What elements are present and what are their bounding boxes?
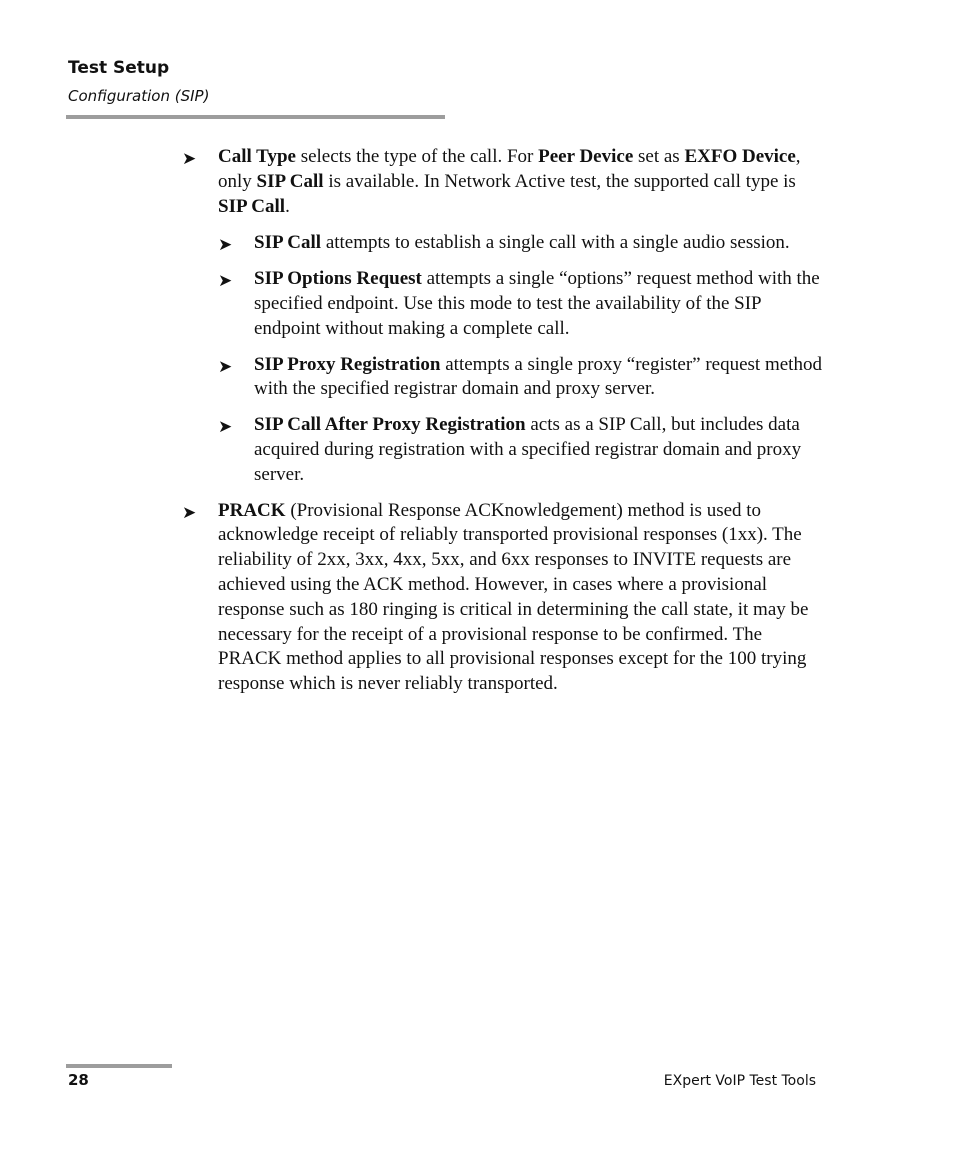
- option-term: SIP Proxy Registration: [254, 353, 441, 375]
- option-desc: acts as a SIP Call, but includes data acquired during registration with a specified registrar domain and proxy server.: [254, 414, 802, 485]
- option-desc: attempts to establish a single call with a single audio session.: [321, 232, 790, 254]
- option-term: SIP Options Request: [254, 268, 422, 290]
- list-item: [218, 413, 822, 487]
- bullet-arrow-icon: ➤: [218, 235, 233, 256]
- call-type-options-list: [218, 231, 822, 487]
- term-exfo-device: EXFO Device: [684, 146, 796, 167]
- option-term: SIP Call: [254, 232, 322, 254]
- bullet-arrow-icon: ➤: [218, 417, 233, 438]
- bullet-arrow-icon: ➤: [182, 149, 197, 169]
- option-desc: attempts a single proxy “register” request method with the specified registrar domain and proxy server.: [254, 353, 822, 400]
- bullet-arrow-icon: ➤: [218, 356, 233, 377]
- term-sip-call: SIP Call: [256, 170, 324, 192]
- term-call-type: Call Type: [218, 146, 296, 167]
- term-peer-device: Peer Device: [538, 146, 634, 167]
- document-title: EXpert VoIP Test Tools: [663, 1073, 816, 1089]
- prack-desc: (Provisional Response ACKnowledgement) method is used to acknowledge receipt of reliably transported provisional responses (1xx). The reliability of 2xx, 3xx, 4xx, 5xx, and 6xx responses to INVITE requests are achieved using the ACK method. However, in cases where a provisional response such as 180 ringing is critical in determining the call state, it may be necessary for the receipt of a provisional response to be confirmed. The PRACK method applies to all provisional responses except for the 100 trying response which is never reliably transported.: [218, 499, 809, 695]
- document-body: [182, 145, 822, 708]
- term-prack: PRACK: [218, 499, 286, 521]
- footer-divider: [66, 1064, 172, 1068]
- list-item: [218, 231, 822, 256]
- header-divider: [66, 115, 445, 119]
- list-item: [218, 267, 822, 341]
- term-sip-call-2: SIP Call: [218, 195, 286, 217]
- option-desc: attempts a single “options” request method with the specified endpoint. Use this mode to test the availability of the SIP endpoint without making a complete call.: [254, 268, 820, 339]
- page-section-title: Test Setup: [68, 58, 170, 78]
- bullet-arrow-icon: ➤: [218, 271, 233, 292]
- page-number: 28: [68, 1071, 89, 1089]
- bullet-call-type: [182, 145, 822, 488]
- option-term: SIP Call After Proxy Registration: [254, 414, 526, 436]
- call-type-text: Call Type selects the type of the call. For Peer Device set as EXFO Device, only SIP Call is available. In Network Active test, the supported call type is SIP Call.: [218, 146, 801, 217]
- bullet-prack: [182, 499, 822, 697]
- list-item: [218, 353, 822, 403]
- bullet-arrow-icon: ➤: [182, 502, 197, 523]
- page-section-subtitle: Configuration (SIP): [68, 87, 210, 105]
